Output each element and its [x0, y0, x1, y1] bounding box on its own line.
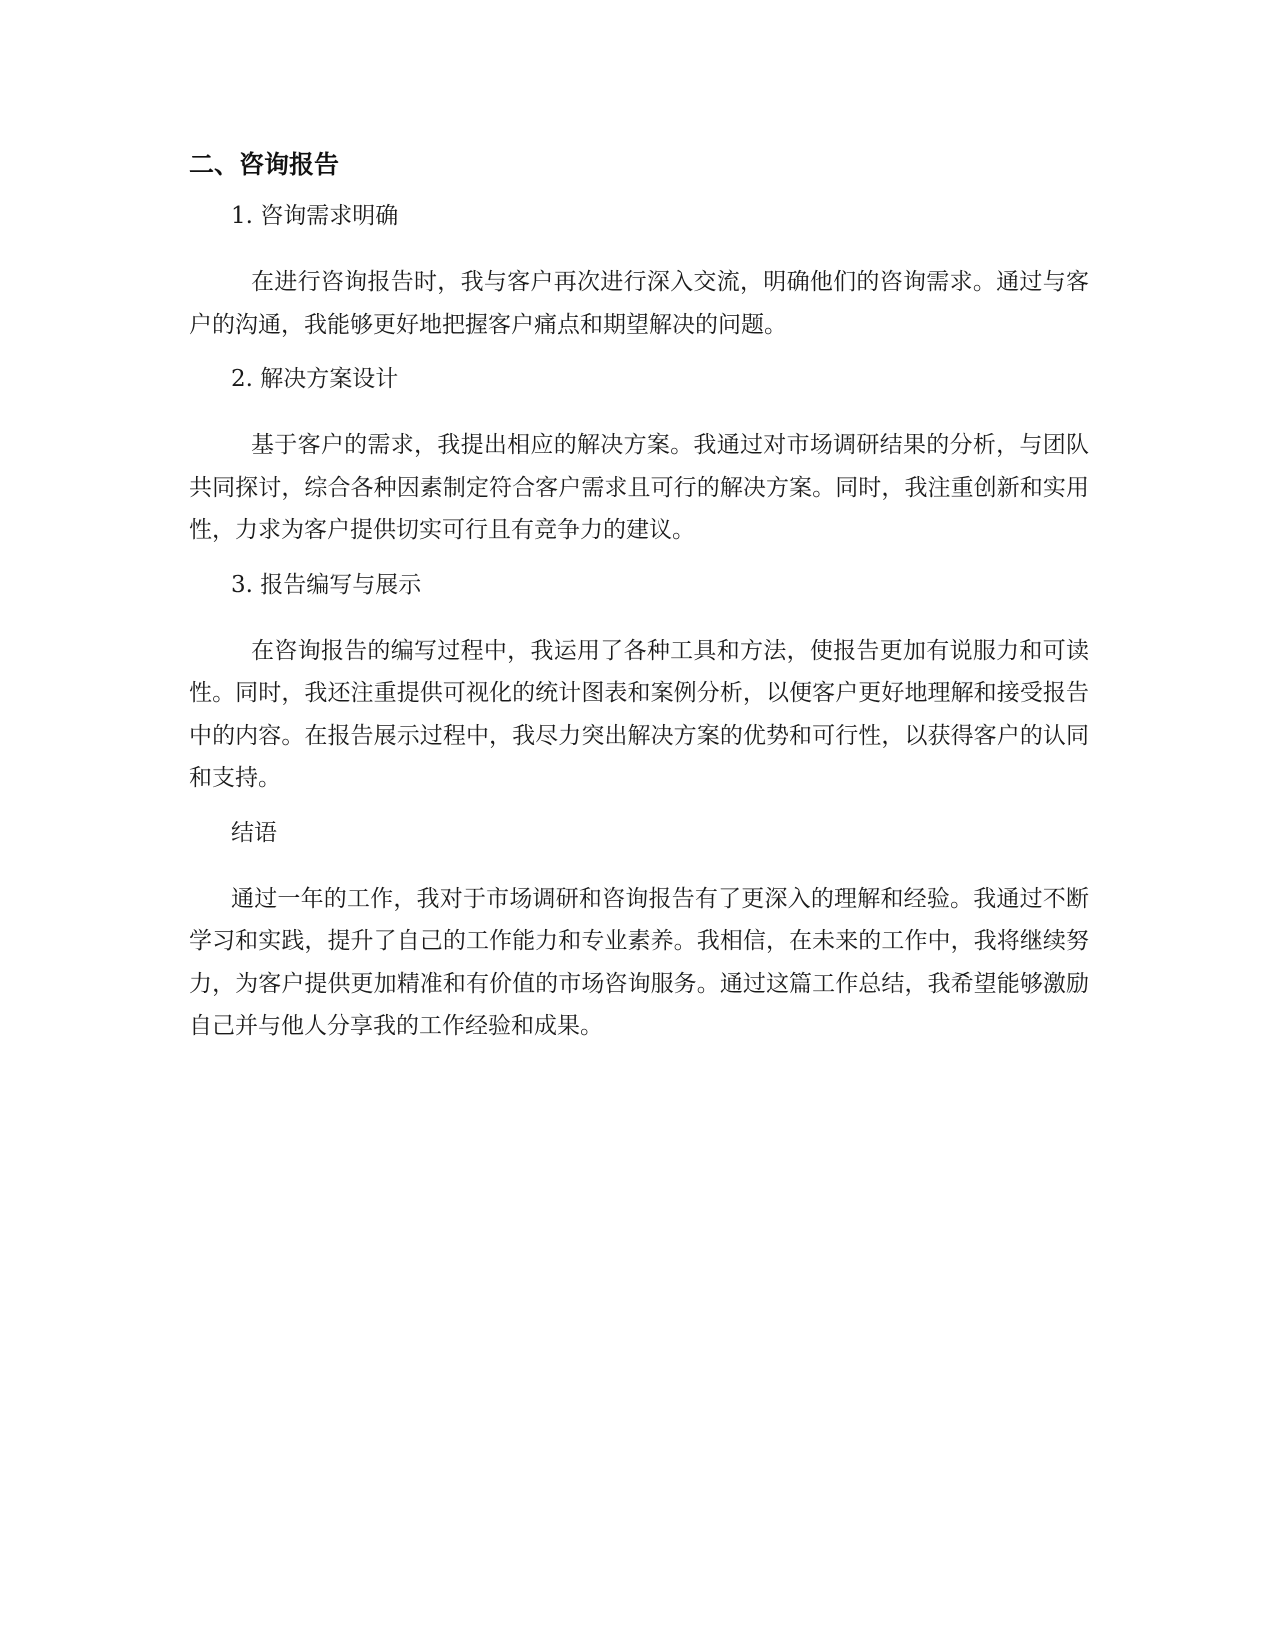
document-body [189, 148, 1089, 1065]
item-body-report-writing: 在咨询报告的编写过程中，我运用了各种工具和方法，使报告更加有说服力和可读性。同时，我还注重提供可视化的统计图表和案例分析，以便客户更好地理解和接受报告中的内容。在报告展示过程中，我尽力突出解决方案的优势和可行性，以获得客户的认同和支持。 [189, 637, 1089, 791]
conclusion-body: 通过一年的工作，我对于市场调研和咨询报告有了更深入的理解和经验。我通过不断学习和实践，提升了自己的工作能力和专业素养。我相信，在未来的工作中，我将继续努力，为客户提供更加精准和有价值的市场咨询服务。通过这篇工作总结，我希望能够激励自己并与他人分享我的工作经验和成果。 [189, 885, 1089, 1039]
section-title: 二、咨询报告 [189, 150, 340, 179]
item-body-requirements: 在进行咨询报告时，我与客户再次进行深入交流，明确他们的咨询需求。通过与客户的沟通，我能够更好地把握客户痛点和期望解决的问题。 [189, 269, 1089, 338]
item-heading-solution-design: 2. 解决方案设计 [231, 366, 399, 392]
conclusion-heading: 结语 [231, 819, 277, 846]
item-body-solution-design: 基于客户的需求，我提出相应的解决方案。我通过对市场调研结果的分析，与团队共同探讨，综合各种因素制定符合客户需求且可行的解决方案。同时，我注重创新和实用性，力求为客户提供切实可行且有竞争力的建议。 [189, 432, 1089, 543]
item-heading-requirements: 1. 咨询需求明确 [231, 203, 399, 229]
item-heading-report-writing: 3. 报告编写与展示 [231, 571, 422, 598]
